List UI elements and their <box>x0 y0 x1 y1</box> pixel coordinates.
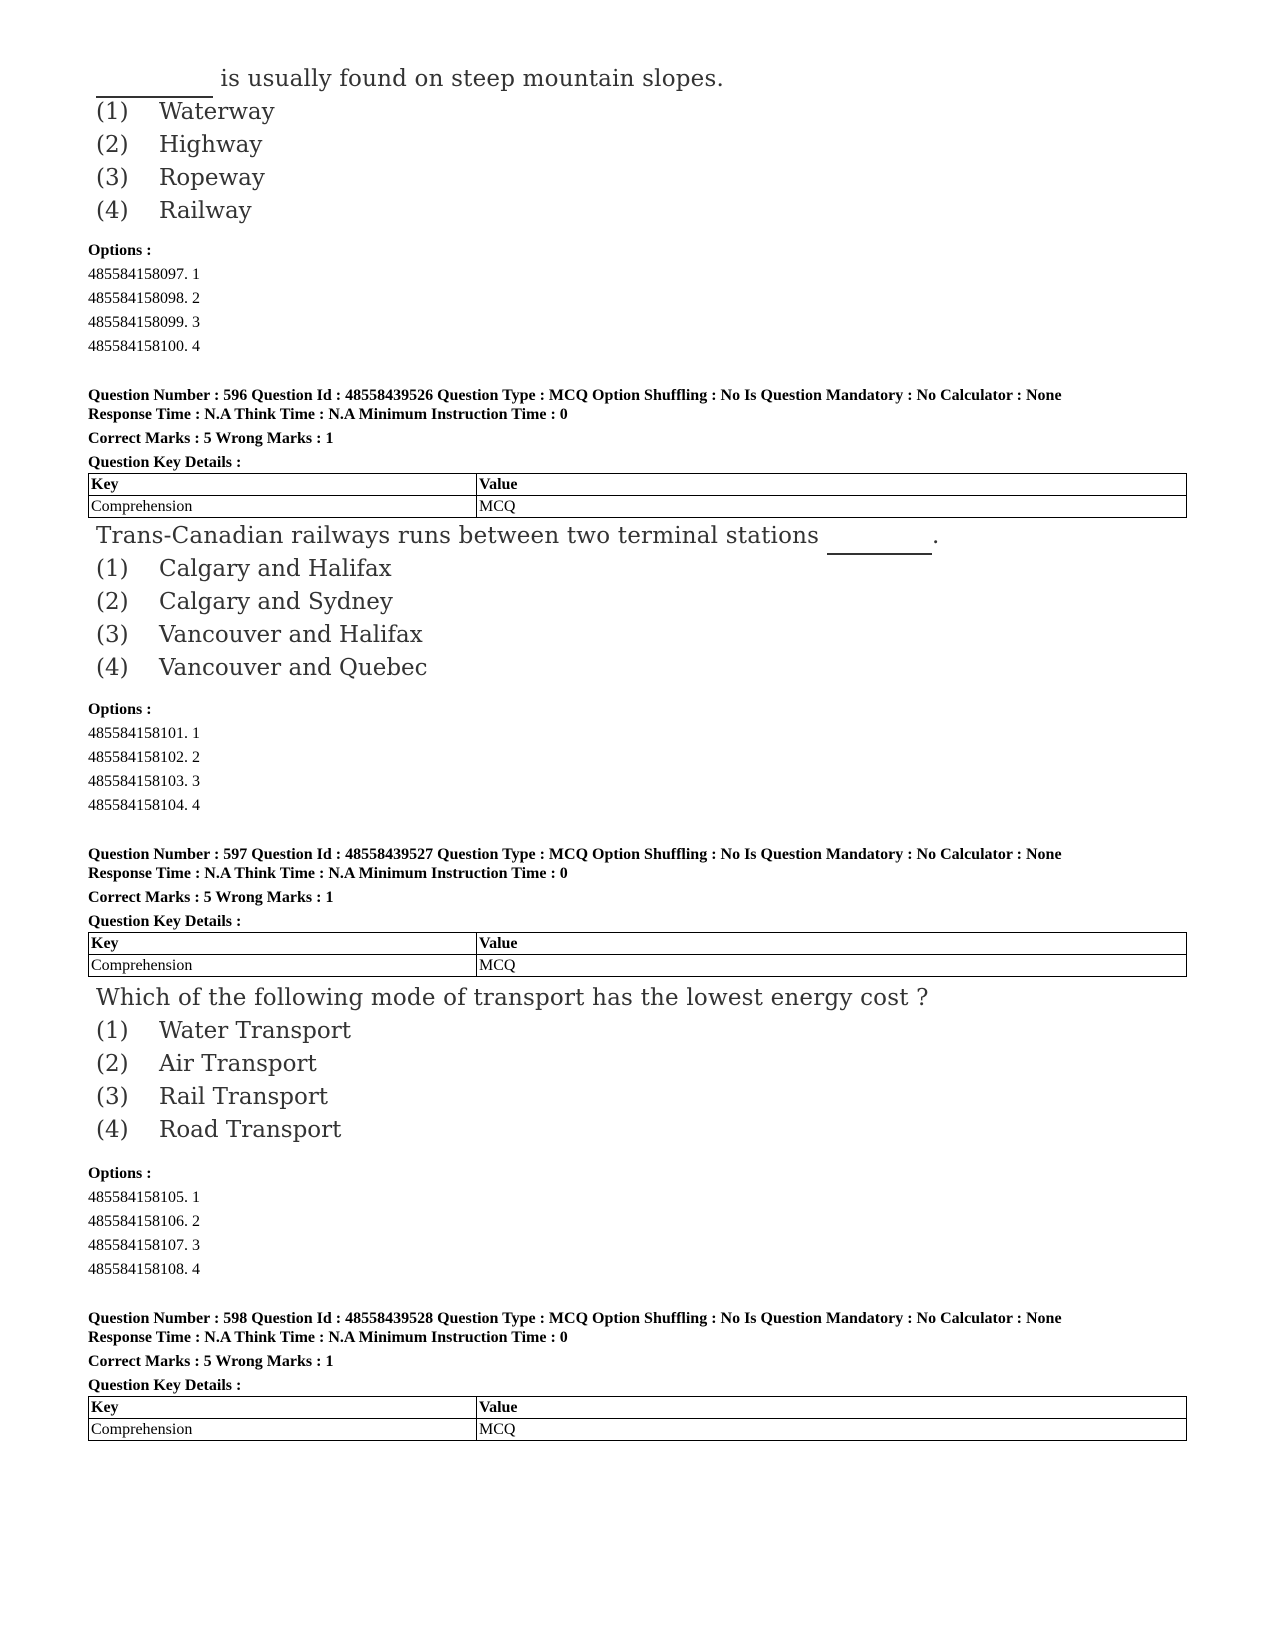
question-image-block1 <box>96 63 724 228</box>
question-image-596 <box>96 520 940 685</box>
question-image-597 <box>96 982 929 1147</box>
options-label: Options : <box>88 701 152 718</box>
marks-line: Correct Marks : 5 Wrong Marks : 1 <box>88 1353 334 1370</box>
option-id: 485584158097. 1 <box>88 266 200 283</box>
question-key-details-label: Question Key Details : <box>88 454 242 471</box>
key-header: Key <box>89 474 477 496</box>
question-key-details-label: Question Key Details : <box>88 1377 242 1394</box>
choice-3: (3) Rail Transport <box>96 1084 329 1110</box>
value-cell: MCQ <box>477 496 1187 518</box>
value-cell: MCQ <box>477 955 1187 977</box>
choice-3: (3) Vancouver and Halifax <box>96 622 423 648</box>
key-cell: Comprehension <box>89 955 477 977</box>
option-id: 485584158100. 4 <box>88 338 200 355</box>
value-header: Value <box>477 474 1187 496</box>
question-meta-line1: Question Number : 597 Question Id : 48558439527 Question Type : MCQ Option Shuffling : No Is Question Mandatory : No Calculator : None <box>88 846 1062 863</box>
options-list-597 <box>88 1162 200 1282</box>
option-id: 485584158101. 1 <box>88 725 200 742</box>
options-list-block1 <box>88 239 200 359</box>
key-cell: Comprehension <box>89 1419 477 1441</box>
answer-blank <box>827 520 932 555</box>
choice-3: (3) Ropeway <box>96 165 265 191</box>
question-header-598 <box>88 1309 1062 1398</box>
option-id: 485584158105. 1 <box>88 1189 200 1206</box>
options-list-596 <box>88 698 200 818</box>
question-meta-line2: Response Time : N.A Think Time : N.A Minimum Instruction Time : 0 <box>88 865 568 882</box>
option-id: 485584158108. 4 <box>88 1261 200 1278</box>
choice-4: (4) Road Transport <box>96 1117 342 1143</box>
option-id: 485584158103. 3 <box>88 773 200 790</box>
choice-2: (2) Air Transport <box>96 1051 317 1077</box>
option-id: 485584158102. 2 <box>88 749 200 766</box>
options-label: Options : <box>88 1165 152 1182</box>
answer-blank <box>96 63 213 98</box>
choice-2: (2) Calgary and Sydney <box>96 589 393 615</box>
key-header: Key <box>89 933 477 955</box>
question-key-details-label: Question Key Details : <box>88 913 242 930</box>
marks-line: Correct Marks : 5 Wrong Marks : 1 <box>88 889 334 906</box>
option-id: 485584158098. 2 <box>88 290 200 307</box>
marks-line: Correct Marks : 5 Wrong Marks : 1 <box>88 430 334 447</box>
choice-4: (4) Vancouver and Quebec <box>96 655 428 681</box>
key-header: Key <box>89 1397 477 1419</box>
value-header: Value <box>477 1397 1187 1419</box>
choice-4: (4) Railway <box>96 198 252 224</box>
choice-1: (1) Water Transport <box>96 1018 351 1044</box>
option-id: 485584158106. 2 <box>88 1213 200 1230</box>
option-id: 485584158107. 3 <box>88 1237 200 1254</box>
question-meta-line2: Response Time : N.A Think Time : N.A Minimum Instruction Time : 0 <box>88 1329 568 1346</box>
question-meta-line1: Question Number : 598 Question Id : 48558439528 Question Type : MCQ Option Shuffling : No Is Question Mandatory : No Calculator : None <box>88 1310 1062 1327</box>
key-cell: Comprehension <box>89 496 477 518</box>
question-meta-line2: Response Time : N.A Think Time : N.A Minimum Instruction Time : 0 <box>88 406 568 423</box>
question-stem: Which of the following mode of transport has the lowest energy cost ? <box>96 985 929 1011</box>
choice-2: (2) Highway <box>96 132 263 158</box>
option-id: 485584158104. 4 <box>88 797 200 814</box>
question-key-table-597 <box>88 932 1187 977</box>
question-stem: is usually found on steep mountain slopes. <box>96 63 724 96</box>
options-label: Options : <box>88 242 152 259</box>
value-cell: MCQ <box>477 1419 1187 1441</box>
question-meta-line1: Question Number : 596 Question Id : 48558439526 Question Type : MCQ Option Shuffling : No Is Question Mandatory : No Calculator : None <box>88 387 1062 404</box>
question-header-596 <box>88 386 1062 475</box>
option-id: 485584158099. 3 <box>88 314 200 331</box>
question-key-table-598 <box>88 1396 1187 1441</box>
question-key-table-596 <box>88 473 1187 518</box>
choice-1: (1) Waterway <box>96 99 275 125</box>
question-header-597 <box>88 845 1062 934</box>
value-header: Value <box>477 933 1187 955</box>
choice-1: (1) Calgary and Halifax <box>96 556 392 582</box>
question-stem: Trans-Canadian railways runs between two terminal stations . <box>96 520 940 553</box>
